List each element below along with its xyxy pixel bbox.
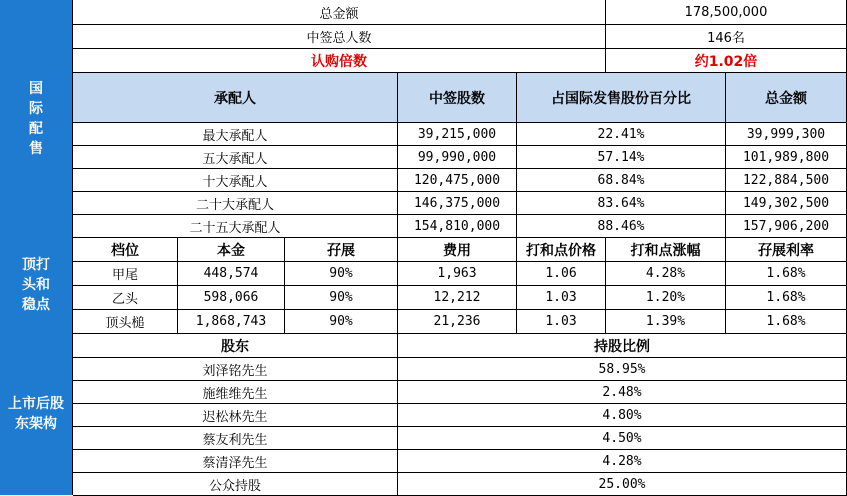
underwriter-cell: 120,475,000 [398, 169, 517, 192]
pricing-cell: 21,236 [398, 310, 517, 334]
pricing-cell: 1.20% [606, 286, 726, 310]
holders-cell: 25.00% [398, 473, 847, 496]
holders-cell: 58.95% [398, 358, 847, 381]
holders-cell: 4.50% [398, 427, 847, 450]
underwriter-header: 承配人 [73, 73, 398, 123]
underwriter-cell: 154,810,000 [398, 215, 517, 238]
underwriter-cell: 83.64% [517, 192, 726, 215]
underwriter-cell: 二十五大承配人 [73, 215, 398, 238]
pricing-header: 孖展利率 [726, 238, 847, 262]
pricing-cell: 90% [285, 310, 398, 334]
pricing-cell: 1.68% [726, 286, 847, 310]
underwriter-header: 中签股数 [398, 73, 517, 123]
underwriter-cell: 最大承配人 [73, 123, 398, 146]
pricing-header: 档位 [73, 238, 178, 262]
underwriter-header: 占国际发售股份百分比 [517, 73, 726, 123]
underwriter-header: 总金额 [726, 73, 847, 123]
underwriter-cell: 99,990,000 [398, 146, 517, 169]
pricing-header: 孖展 [285, 238, 398, 262]
pricing-cell: 1.68% [726, 262, 847, 286]
pricing-cell: 90% [285, 286, 398, 310]
pricing-cell: 1.03 [517, 286, 606, 310]
pricing-cell: 1.68% [726, 310, 847, 334]
underwriter-cell: 68.84% [517, 169, 726, 192]
summary-value: 146名 [606, 25, 847, 49]
holders-cell: 蔡友利先生 [73, 427, 398, 450]
pricing-header: 本金 [178, 238, 285, 262]
pricing-header: 费用 [398, 238, 517, 262]
holders-cell: 4.28% [398, 450, 847, 473]
holders-cell: 4.80% [398, 404, 847, 427]
underwriter-cell: 39,215,000 [398, 123, 517, 146]
holders-cell: 迟松林先生 [73, 404, 398, 427]
holders-cell: 施维维先生 [73, 381, 398, 404]
summary-value: 178,500,000 [606, 0, 847, 25]
pricing-cell: 1,963 [398, 262, 517, 286]
pricing-cell: 1,868,743 [178, 310, 285, 334]
holders-header: 股东 [73, 334, 398, 358]
underwriter-cell: 101,989,800 [726, 146, 847, 169]
summary-value: 约1.02倍 [606, 49, 847, 73]
section-label-shareholders [0, 333, 73, 495]
section-label-text: 上市后股东架构 [8, 396, 64, 432]
pricing-cell: 1.06 [517, 262, 606, 286]
pricing-header: 打和点涨幅 [606, 238, 726, 262]
pricing-cell: 4.28% [606, 262, 726, 286]
underwriter-cell: 22.41% [517, 123, 726, 146]
pricing-cell: 顶头槌 [73, 310, 178, 334]
holders-cell: 蔡清泽先生 [73, 450, 398, 473]
section-label-text: 顶打头和稳点 [22, 257, 50, 313]
pricing-cell: 90% [285, 262, 398, 286]
underwriter-cell: 十大承配人 [73, 169, 398, 192]
underwriter-cell: 五大承配人 [73, 146, 398, 169]
section-label-international-placing [0, 0, 73, 237]
pricing-cell: 12,212 [398, 286, 517, 310]
section-label-text: 国际配售 [29, 80, 43, 157]
pricing-cell: 598,066 [178, 286, 285, 310]
underwriter-cell: 二十大承配人 [73, 192, 398, 215]
pricing-cell: 1.03 [517, 310, 606, 334]
summary-label: 认购倍数 [73, 49, 606, 73]
underwriter-cell: 57.14% [517, 146, 726, 169]
summary-label: 中签总人数 [73, 25, 606, 49]
underwriter-cell: 149,302,500 [726, 192, 847, 215]
pricing-cell: 1.39% [606, 310, 726, 334]
underwriter-cell: 39,999,300 [726, 123, 847, 146]
section-label-pricing [0, 237, 73, 333]
holders-cell: 2.48% [398, 381, 847, 404]
holders-cell: 刘泽铭先生 [73, 358, 398, 381]
underwriter-cell: 146,375,000 [398, 192, 517, 215]
underwriter-cell: 122,884,500 [726, 169, 847, 192]
holders-header: 持股比例 [398, 334, 847, 358]
summary-label: 总金额 [73, 0, 606, 25]
underwriter-cell: 157,906,200 [726, 215, 847, 238]
underwriter-cell: 88.46% [517, 215, 726, 238]
holders-cell: 公众持股 [73, 473, 398, 496]
pricing-cell: 448,574 [178, 262, 285, 286]
pricing-cell: 甲尾 [73, 262, 178, 286]
pricing-cell: 乙头 [73, 286, 178, 310]
pricing-header: 打和点价格 [517, 238, 606, 262]
